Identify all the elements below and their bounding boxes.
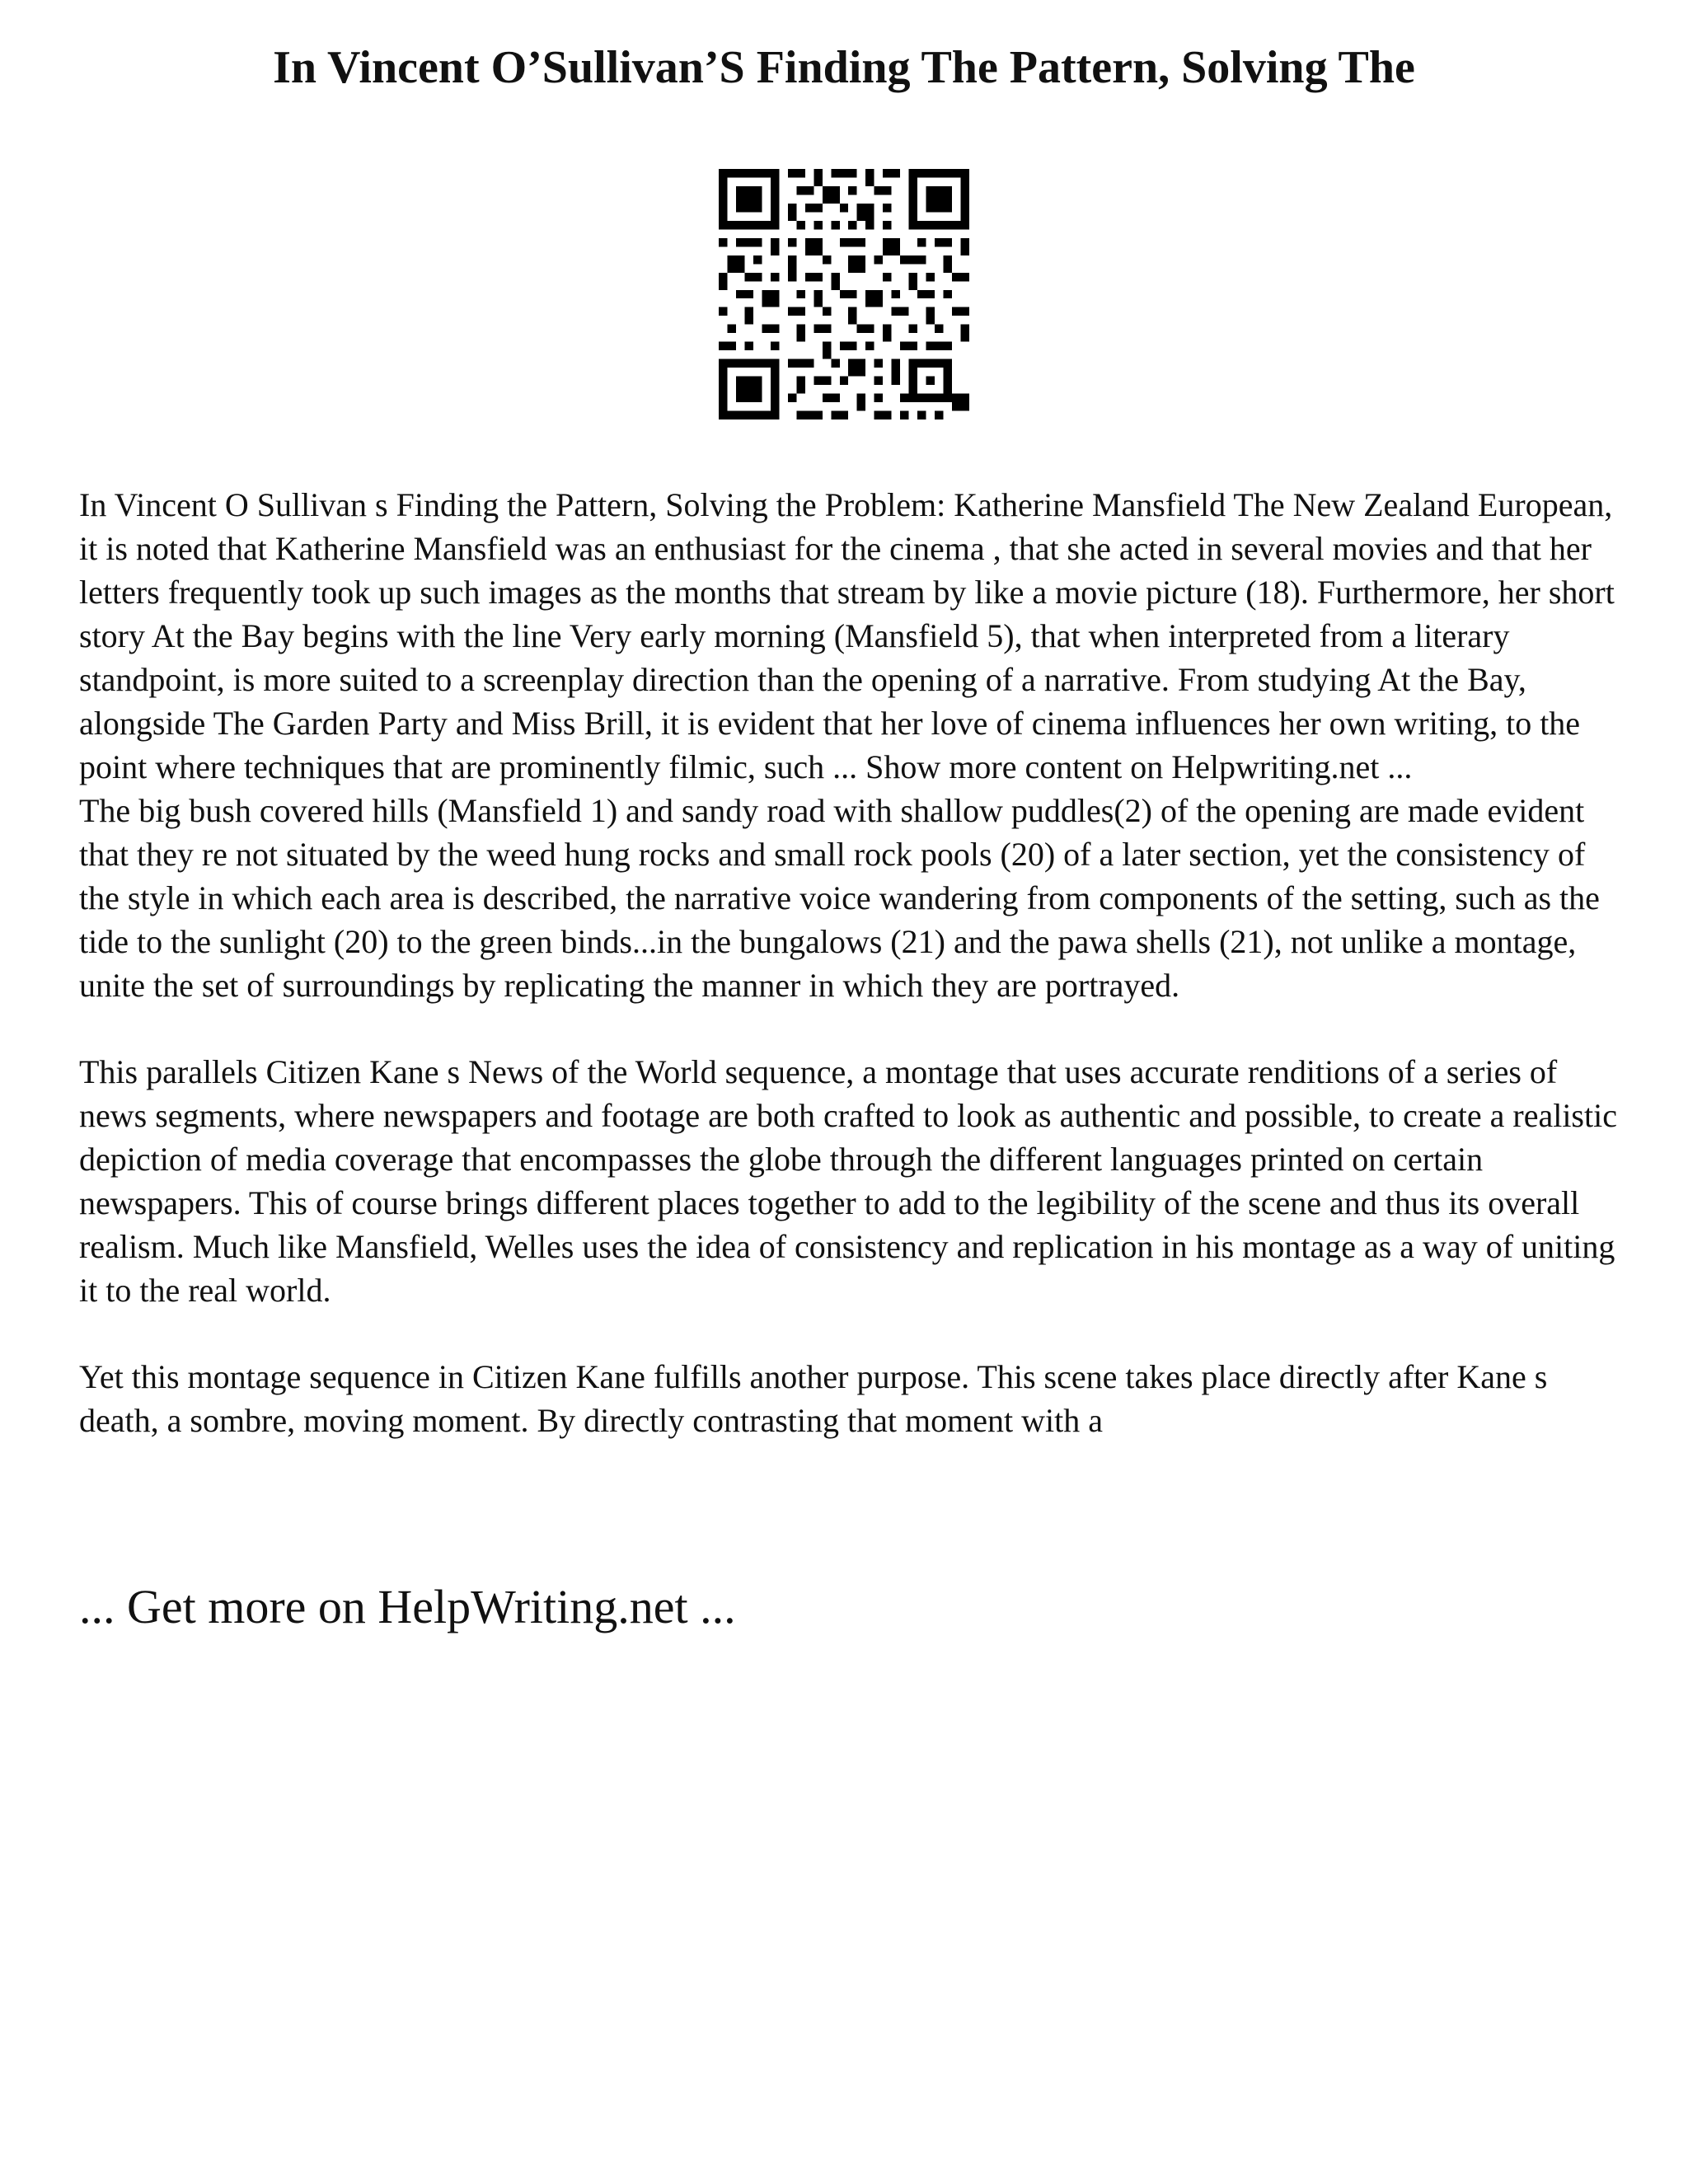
document-title: In Vincent O’Sullivan’S Finding The Pattern, Solving The <box>273 42 1415 93</box>
document-body <box>79 483 1620 1442</box>
paragraph: Yet this montage sequence in Citizen Kane fulfills another purpose. This scene takes place directly after Kane s death, a sombre, moving moment. By directly contrasting that moment with a <box>79 1358 1548 1439</box>
qr-code-icon <box>719 169 969 419</box>
paragraph: The big bush covered hills (Mansfield 1) and sandy road with shallow puddles(2) of the opening are made evident that they re not situated by the weed hung rocks and small rock pools (20) of a later section, yet the consistency of the style in which each area is described, the narrative voice wandering from components of the setting, such as the tide to the sunlight (20) to the green binds...in the bungalows (21) and the pawa shells (21), not unlike a montage, unite the set of surroundings by replicating the manner in which they are portrayed. <box>79 792 1600 1004</box>
paragraph: This parallels Citizen Kane s News of the World sequence, a montage that uses accurate renditions of a series of news segments, where newspapers and footage are both crafted to look as authentic and possible, to create a realistic depiction of media coverage that encompasses the globe through the different languages printed on certain newspapers. This of course brings different places together to add to the legibility of the scene and thus its overall realism. Much like Mansfield, Welles uses the idea of consistency and replication in his montage as a way of uniting it to the real world. <box>79 1053 1617 1309</box>
get-more-link[interactable]: ... Get more on HelpWriting.net ... <box>79 1580 736 1633</box>
paragraph: In Vincent O Sullivan s Finding the Pattern, Solving the Problem: Katherine Mansfield The New Zealand European, it is noted that Katherine Mansfield was an enthusiast for the cinema , that she acted in several movies and that her letters frequently took up such images as the months that stream by like a movie picture (18). Furthermore, her short story At the Bay begins with the line Very early morning (Mansfield 5), that when interpreted from a literary standpoint, is more suited to a screenplay direction than the opening of a narrative. From studying At the Bay, alongside The Garden Party and Miss Brill, it is evident that her love of cinema influences her own writing, to the point where techniques that are prominently filmic, such ... Show more content on Helpwriting.net ... <box>79 486 1615 785</box>
